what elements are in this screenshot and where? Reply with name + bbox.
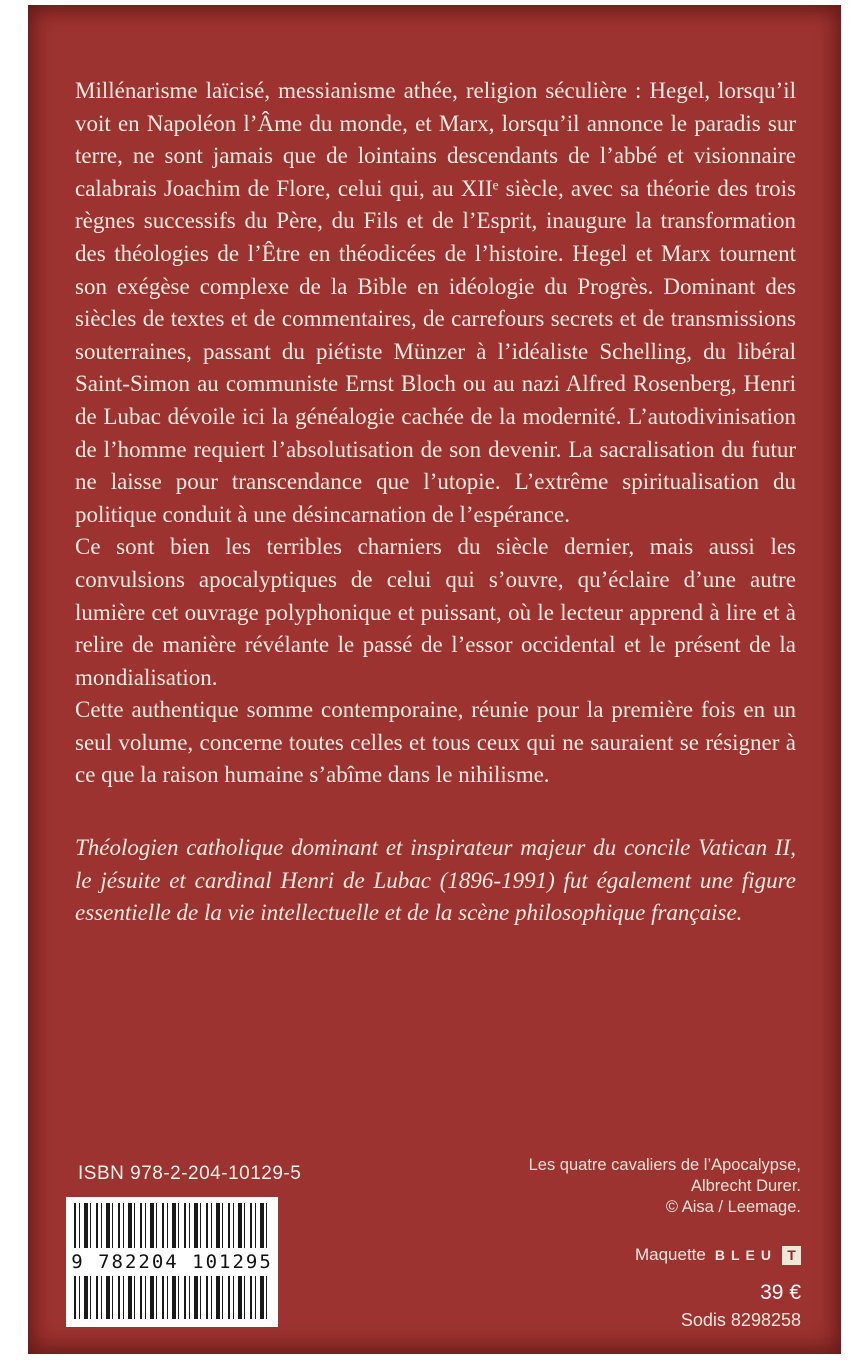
price-text: 39 € xyxy=(760,1281,801,1304)
blurb-paragraph-3: Cette authentique somme contemporaine, réunie pour la première fois en un seul volume, concerne toutes celles et tous ceux qui ne sauraient se résigner à ce que la raison humaine s’abîme dans le nihilisme. xyxy=(75,697,796,788)
sodis-text: Sodis 8298258 xyxy=(680,1310,801,1330)
blurb-paragraph-2: Ce sont bien les terribles charniers du siècle dernier, mais aussi les convulsions apocalyptiques de celui qui s’ouvre, qu’éclaire d’une autre lumière cet ouvrage polyphonique et puissant, où le lecteur apprend à lire et à relire de manière révélante le passé de l’essor occidental et le présent de la mondialisation. xyxy=(75,534,796,690)
credit-line-artist: Albrecht Durer. xyxy=(690,1177,801,1195)
credit-line-copyright: © Aisa / Leemage. xyxy=(665,1198,801,1216)
maquette-t-logo: T xyxy=(782,1246,801,1265)
isbn-text: ISBN 978-2-204-10129-5 xyxy=(78,1163,302,1184)
blurb-paragraph-1: Millénarisme laïcisé, messianisme athée, religion séculière : Hegel, lorsqu’il voit en Napoléon l’Âme du monde, et Marx, lorsqu’il annonce le paradis sur terre, ne sont jamais que de lointains descendants de l’abbé et visionnaire calabrais Joachim de Flore, celui qui, au XIIᵉ siècle, avec sa théorie des trois règnes successifs du Père, du Fils et de l’Esprit, inaugure la transformation des théologies de l’Être en théodicées de l’histoire. Hegel et Marx tournent son exégèse complexe de la Bible en idéologie du Progrès. Dominant des siècles de textes et de commentaires, de carrefours secrets et de transmissions souterraines, passant du piétiste Münzer à l’idéaliste Schelling, du libéral Saint-Simon au communiste Ernst Bloch ou au nazi Alfred Rosenberg, Henri de Lubac dévoile ici la généalogie cachée de la modernité. L’autodivinisation de l’homme requiert l’absolutisation de son devenir. La sacralisation du futur ne laisse pour transcendance que l’utopie. L’extrême spiritualisation du politique conduit à une désincarnation de l’espérance. xyxy=(75,78,796,527)
barcode-digits: 9 782204 101295 xyxy=(66,1248,278,1276)
back-cover-blurb xyxy=(75,75,796,930)
maquette-brand: BLEU xyxy=(714,1247,777,1263)
maquette-label: Maquette xyxy=(634,1245,706,1264)
maquette-credit xyxy=(635,1245,801,1265)
credit-line-title: Les quatre cavaliers de l’Apocalypse, xyxy=(528,1156,801,1174)
cover-image-credits xyxy=(529,1155,801,1218)
book-back-cover xyxy=(28,5,841,1354)
barcode xyxy=(66,1197,278,1327)
author-note: Théologien catholique dominant et inspirateur majeur du concile Vatican II, le jésuite et cardinal Henri de Lubac (1896-1991) fut également une figure essentielle de la vie intellectuelle et de la scène philosophique française. xyxy=(75,835,796,926)
